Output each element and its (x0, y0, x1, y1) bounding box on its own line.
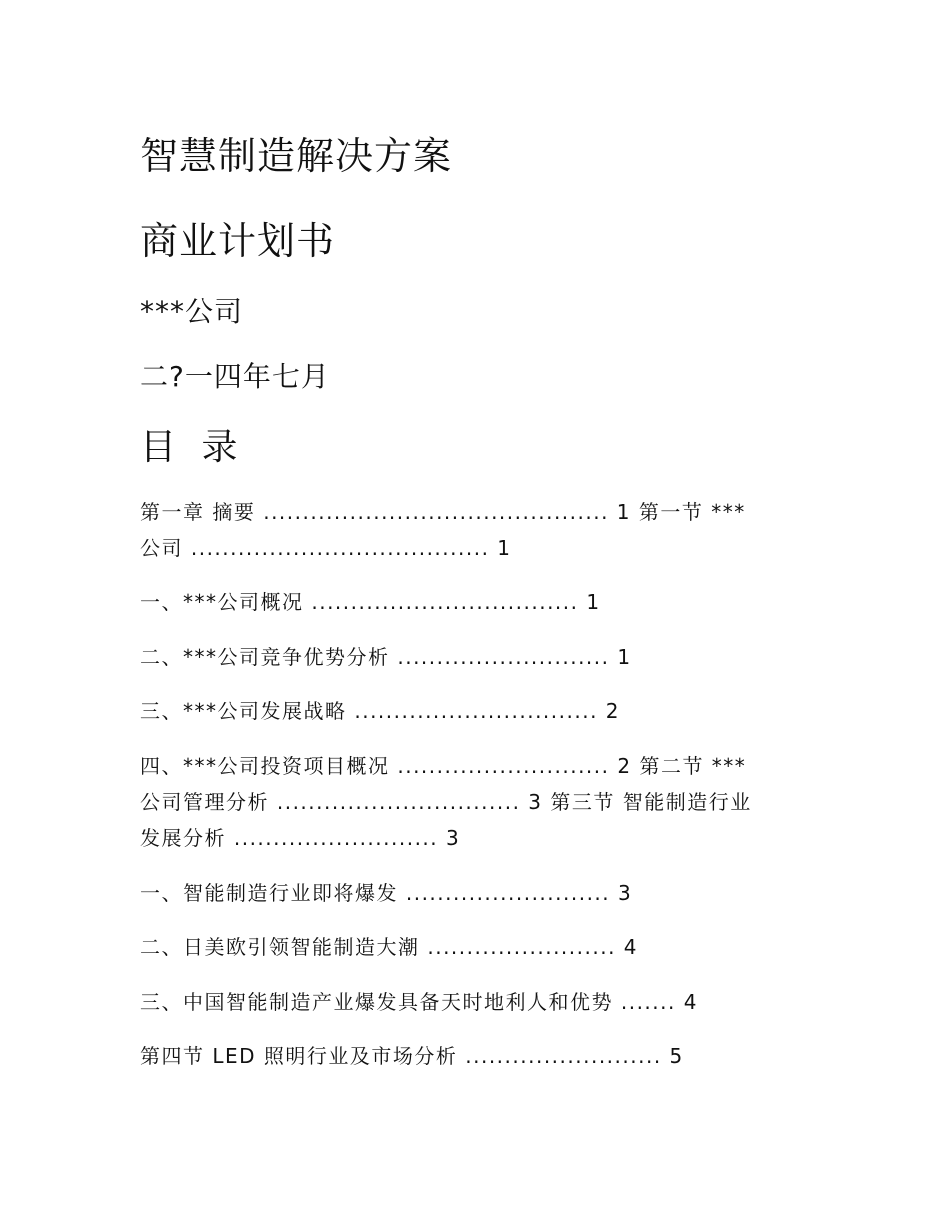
toc-entry[interactable]: 发展分析 .......................... 3 (140, 826, 461, 850)
toc-entry[interactable]: 一、***公司概况 .................................. 1 (140, 590, 601, 614)
document-title: 智慧制造解决方案 (140, 134, 453, 178)
company-name: ***公司 (140, 295, 244, 328)
toc-entry[interactable]: 四、***公司投资项目概况 ........................... 2 第二节 *** (140, 754, 747, 778)
toc-entry[interactable]: 第一章 摘要 ............................................ 1 第一节 *** (140, 500, 746, 524)
toc-entry[interactable]: 公司管理分析 ............................... 3 第三节 智能制造行业 (140, 790, 752, 814)
document-subtitle: 商业计划书 (140, 219, 336, 263)
toc-entry[interactable]: 第四节 LED 照明行业及市场分析 ......................... 5 (140, 1044, 684, 1068)
toc-entry[interactable]: 一、智能制造行业即将爆发 .......................... 3 (140, 881, 633, 905)
toc-entry[interactable]: 二、日美欧引领智能制造大潮 ........................ 4 (140, 935, 639, 959)
toc-entry[interactable]: 三、***公司发展战略 ............................... 2 (140, 699, 621, 723)
toc-entry[interactable]: 二、***公司竞争优势分析 ........................... 1 (140, 645, 632, 669)
toc-heading: 目 录 (140, 427, 238, 468)
document-date: 二?一四年七月 (140, 360, 330, 393)
toc-entry[interactable]: 三、中国智能制造产业爆发具备天时地利人和优势 ....... 4 (140, 990, 698, 1014)
toc-entry[interactable]: 公司 ...................................... 1 (140, 536, 512, 560)
